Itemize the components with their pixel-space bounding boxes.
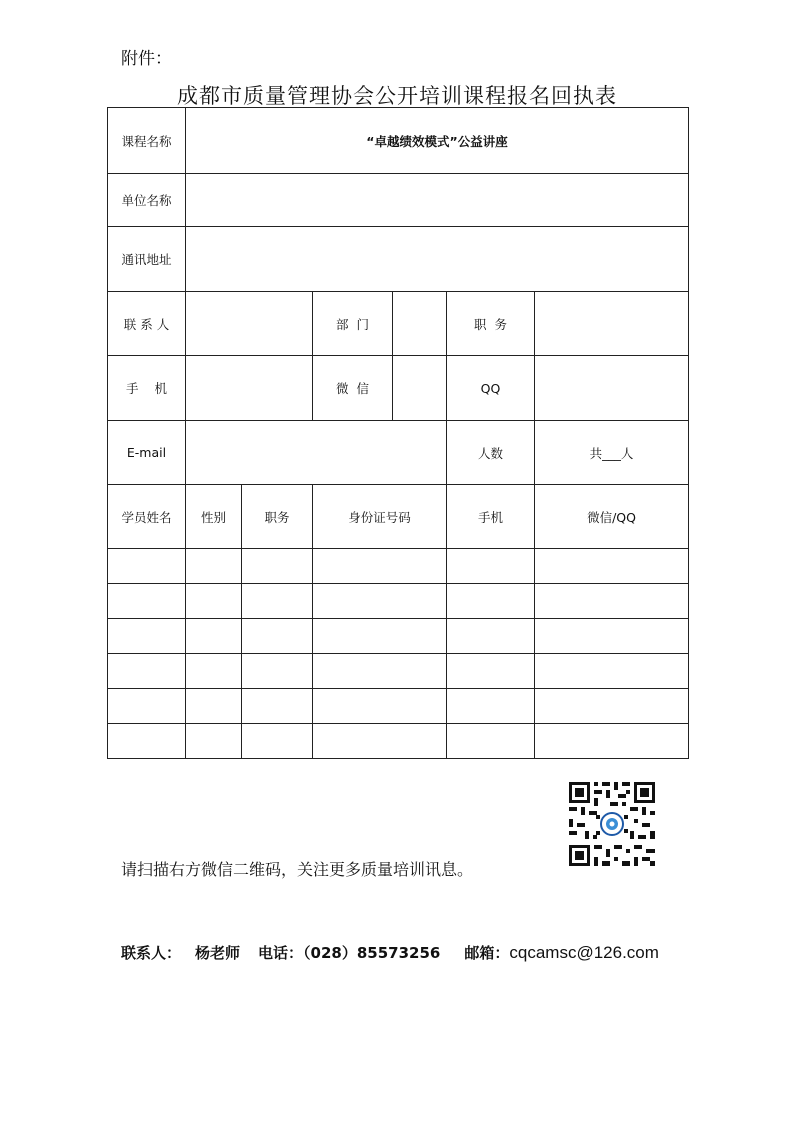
wechat-label: 微 信 [313, 356, 393, 421]
col-header-position: 职务 [242, 485, 313, 549]
course-name-label: 课程名称 [108, 108, 186, 174]
form-title: 成都市质量管理协会公开培训课程报名回执表 [177, 84, 617, 108]
col-header-name: 学员姓名 [108, 485, 186, 549]
phone-value: （028）85573256 [303, 944, 441, 962]
position-label: 职 务 [447, 292, 535, 356]
unit-name-field[interactable] [186, 174, 689, 227]
contact-info [121, 942, 659, 963]
phone-label: 电话： [258, 944, 304, 962]
position-field[interactable] [535, 292, 689, 356]
email-label: 邮箱： [464, 944, 510, 962]
count-field[interactable]: 共___人 [535, 421, 689, 485]
table-row[interactable] [108, 619, 689, 654]
mobile-field[interactable] [186, 356, 313, 421]
address-field[interactable] [186, 227, 689, 292]
email-field[interactable] [186, 421, 447, 485]
department-field[interactable] [393, 292, 447, 356]
contact-person-label: 联 系 人 [108, 292, 186, 356]
table-row[interactable] [108, 549, 689, 584]
qr-code-icon [566, 779, 658, 869]
wechat-qr-code [566, 779, 658, 869]
count-label: 人数 [447, 421, 535, 485]
table-row[interactable] [108, 689, 689, 724]
wechat-field[interactable] [393, 356, 447, 421]
mobile-label: 手 机 [108, 356, 186, 421]
unit-name-label: 单位名称 [108, 174, 186, 227]
course-name-value: “卓越绩效模式”公益讲座 [186, 108, 689, 174]
contact-person-field[interactable] [186, 292, 313, 356]
address-label: 通讯地址 [108, 227, 186, 292]
department-label: 部 门 [313, 292, 393, 356]
registration-form-table [107, 107, 689, 759]
table-row[interactable] [108, 724, 689, 759]
table-row[interactable] [108, 584, 689, 619]
contact-label: 联系人： [121, 944, 182, 962]
email-label: E-mail [108, 421, 186, 485]
col-header-mobile: 手机 [447, 485, 535, 549]
table-row[interactable] [108, 654, 689, 689]
contact-name: 杨老师 [195, 944, 241, 962]
col-header-gender: 性别 [186, 485, 242, 549]
qq-field[interactable] [535, 356, 689, 421]
qr-instruction-text: 请扫描右方微信二维码，关注更多质量培训讯息。 [121, 860, 474, 879]
email-value[interactable]: cqcamsc@126.com [509, 943, 659, 962]
col-header-id-number: 身份证号码 [313, 485, 447, 549]
col-header-wechat-qq: 微信/QQ [535, 485, 689, 549]
attachment-label: 附件： [121, 49, 172, 69]
qq-label: QQ [447, 356, 535, 421]
